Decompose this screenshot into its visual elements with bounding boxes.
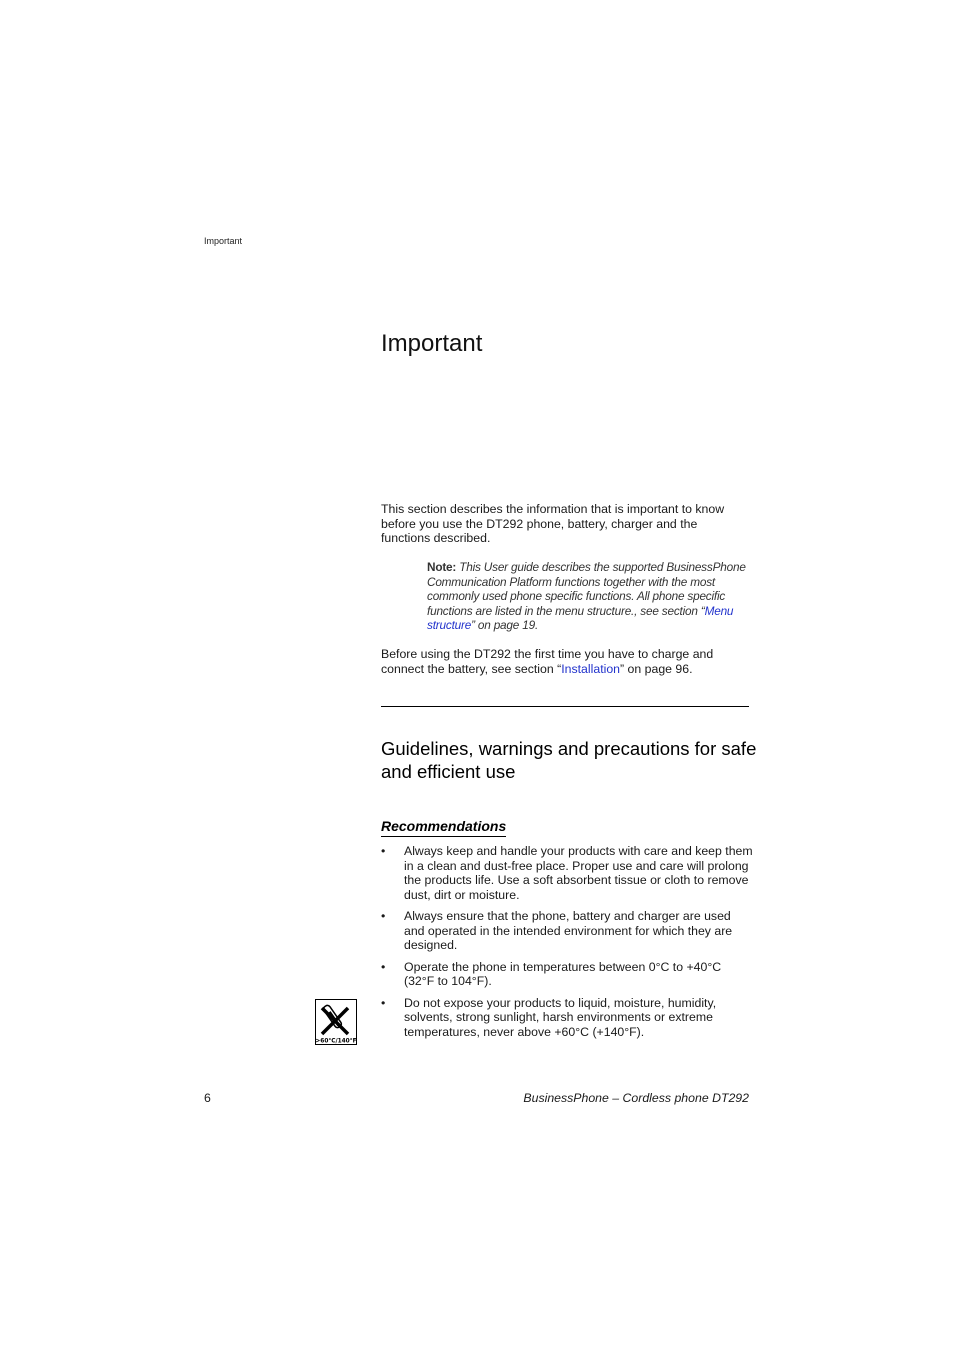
section-divider: [381, 706, 749, 707]
list-item-text: Always ensure that the phone, battery and charger are used and operated in the intended environment for which they are designed.: [404, 909, 733, 952]
page-number: 6: [204, 1091, 211, 1105]
footer-title: BusinessPhone – Cordless phone DT292: [523, 1091, 749, 1105]
recommendations-list: [381, 844, 753, 1046]
running-head: Important: [204, 236, 243, 246]
list-item: [381, 909, 753, 953]
note-text: This User guide describes the supported BusinessPhone Communication Platform functions together with the most commonly used phone specific functions. All phone specific functions are listed in the menu structure., see section “: [427, 560, 746, 618]
bullet-icon: •: [381, 995, 386, 1010]
high-temperature-warning-icon: [315, 999, 357, 1045]
list-item: [381, 960, 753, 989]
list-item-text: Always keep and handle your products with care and keep them in a clean and dust-free place. Proper use and care will prolong the products life. Use a soft absorbent tissue or cloth to remove dust, dirt or moisture.: [404, 844, 753, 902]
bullet-icon: •: [381, 844, 386, 858]
list-item-text: Do not expose your products to liquid, moisture, humidity, solvents, strong sunlight, harsh environments or extreme temperatures, never above +60°C (+140°F).: [404, 995, 717, 1039]
section-heading: Guidelines, warnings and precautions for safe and efficient use: [381, 738, 757, 782]
note-block: [427, 560, 753, 633]
list-item: [381, 844, 753, 902]
before-use-text: Before using the DT292 the first time you have to charge and connect the battery, see section “: [381, 647, 714, 676]
menu-structure-link[interactable]: Menu structure: [427, 603, 734, 632]
bullet-icon: •: [381, 959, 386, 974]
page-title: Important: [381, 330, 483, 357]
note-label: Note:: [427, 560, 457, 574]
intro-paragraph: This section describes the information that is important to know before you use the DT292 phone, battery, charger and the functions described.: [381, 502, 725, 545]
before-use-after: ” on page 96.: [620, 661, 693, 676]
note-after: ” on page 19.: [471, 618, 539, 632]
before-use-paragraph: [381, 647, 749, 676]
list-item-text: Operate the phone in temperatures between 0°C to +40°C (32°F to 104°F).: [404, 959, 722, 988]
recommendations-heading: Recommendations: [381, 818, 506, 837]
bullet-icon: •: [381, 909, 386, 923]
installation-link[interactable]: Installation: [561, 661, 621, 676]
temperature-icon-label: >60°C/140°F: [315, 1038, 357, 1045]
list-item: [381, 996, 753, 1040]
